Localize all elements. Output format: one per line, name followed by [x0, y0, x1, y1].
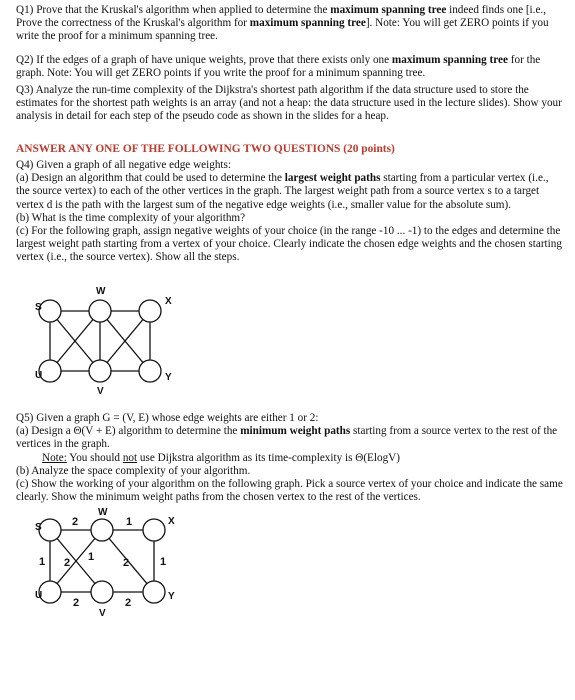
- weight-w-u: 2: [64, 557, 71, 569]
- weight-v-y: 2: [125, 597, 132, 609]
- graph-2-vertices: [39, 519, 165, 603]
- vertex-label-v: V: [99, 608, 106, 619]
- weight-w-y: 2: [123, 557, 130, 569]
- question-2: Q2) If the edges of a graph of have unique weights, prove that there exists only one maximum spanning tree for the graph. Note: You will get ZERO points if you write the proof for a minimum spanning tree.: [16, 54, 541, 80]
- weight-s-w: 2: [72, 516, 79, 528]
- vertex-y: [139, 360, 161, 382]
- question-3: Q3) Analyze the run-time complexity of the Dijkstra's shortest path algorithm if the data structure used to store the estimates for the shortest path weights is an array (and not a heap: the data structure used in the lecture slides). Show your analysis in detail for each step of the pseudo code as shown in the slides for a heap.: [16, 84, 562, 123]
- weight-u-v: 2: [73, 597, 80, 609]
- vertex-u: [39, 360, 61, 382]
- weight-x-y: 1: [160, 556, 167, 568]
- q5-note: Note: You should not use Dijkstra algorithm as its time-complexity is Θ(ElogV): [42, 451, 400, 464]
- vertex-label-s: S: [35, 302, 42, 313]
- vertex-label-x: X: [168, 516, 175, 527]
- vertex-label-y: Y: [168, 591, 175, 602]
- vertex-u: [39, 581, 61, 603]
- question-4: Q4) Given a graph of all negative edge weights: (a) Design an algorithm that could be used to determine the largest weight paths starting from a particular vertex (i.e., the source vertex) to each of the other vertices in the graph. The largest weight path from a source vertex s to a target vertex d is the path with the largest sum of the negative edge weights (i.e., smaller value for the absolute sum). (b) What is the time complexity of your algorithm? (c) For the following graph, assign negative weights of your choice (in the range -10 ... -1) to the edges and determine the largest weight path starting from a vertex of your choice. Clearly indicate the chosen edge weights and the chosen starting vertex (i.e., the source vertex). Show all the steps.: [16, 159, 562, 264]
- question-5: Q5) Given a graph G = (V, E) whose edge weights are either 1 or 2: (a) Design a Θ(V + E) algorithm to determine the minimum weight paths starting from a source vertex to the rest of the vertices in the graph. Note: You should not use Dijkstra algorithm as its time-complexity is Θ(ElogV) (b) Analyze the space complexity of your algorithm. (c) Show the working of your algorithm on the following graph. Pick a source vertex of your choice and indicate the same clearly. Show the minimum weight paths from the chosen vertex to the rest of the vertices.: [16, 412, 563, 504]
- vertex-x: [139, 300, 161, 322]
- vertex-label-w: W: [96, 286, 106, 297]
- vertex-label-u: U: [35, 370, 43, 381]
- vertex-s: [39, 300, 61, 322]
- vertex-v: [89, 360, 111, 382]
- vertex-label-u: U: [35, 590, 43, 601]
- vertex-v: [91, 581, 113, 603]
- section-heading: ANSWER ANY ONE OF THE FOLLOWING TWO QUESTIONS (20 points): [16, 143, 395, 155]
- vertex-label-y: Y: [165, 372, 172, 383]
- weight-s-v: 1: [88, 551, 95, 563]
- vertex-label-s: S: [35, 522, 42, 533]
- vertex-s: [39, 519, 61, 541]
- weight-s-u: 1: [39, 556, 46, 568]
- vertex-y: [143, 581, 165, 603]
- vertex-w: [91, 519, 113, 541]
- graph-2: [10, 508, 190, 618]
- vertex-w: [89, 300, 111, 322]
- vertex-label-x: X: [165, 296, 172, 307]
- question-1: Q1) Prove that the Kruskal's algorithm when applied to determine the maximum spanning tree indeed finds one [i.e., Prove the correctness of the Kruskal's algorithm for maximum spanning tree]. Note: You will get ZERO points if you write the proof for a minimum spanning tree.: [16, 4, 549, 43]
- vertex-label-w: W: [98, 507, 108, 518]
- vertex-x: [143, 519, 165, 541]
- graph-1: [10, 282, 190, 397]
- vertex-label-v: V: [97, 386, 104, 397]
- weight-w-x: 1: [126, 516, 133, 528]
